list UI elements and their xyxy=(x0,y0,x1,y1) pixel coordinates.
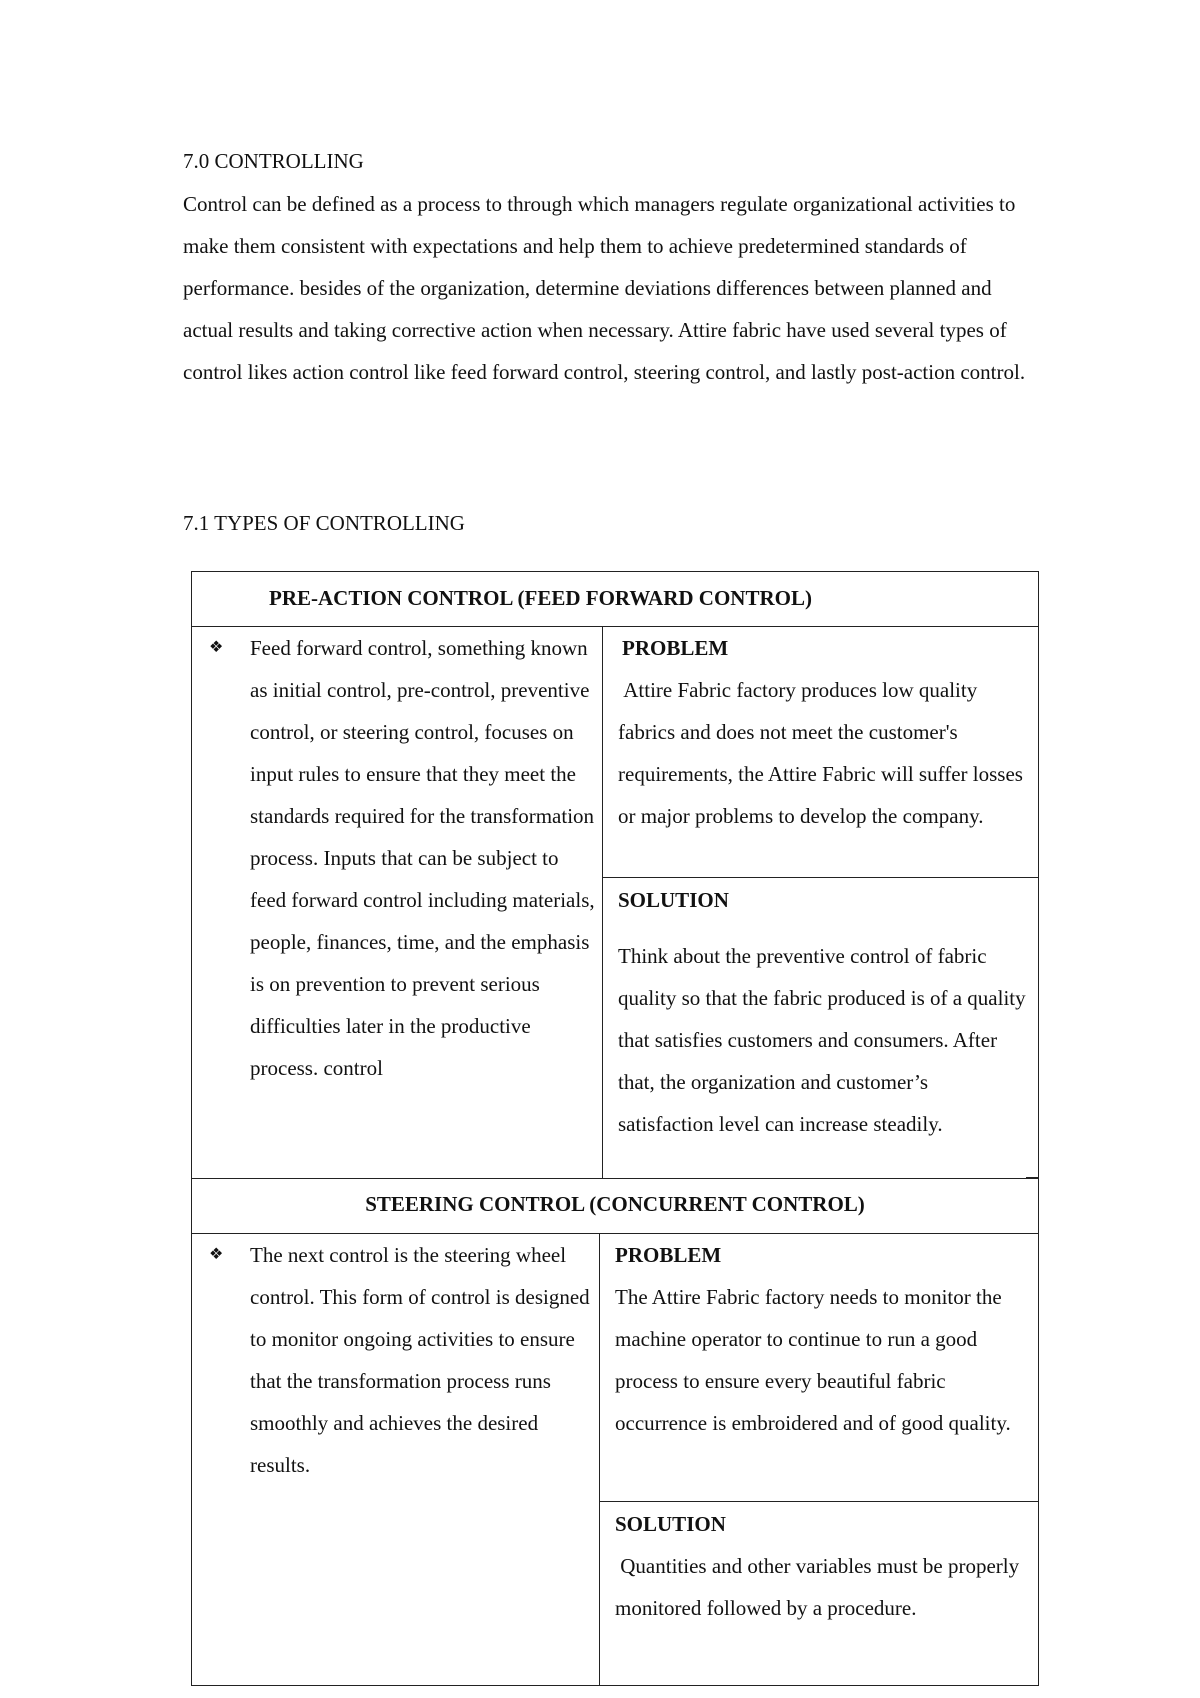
preaction-solution-label: SOLUTION xyxy=(618,888,729,912)
bullet-icon: ❖ xyxy=(209,639,224,656)
steering-solution-text: Quantities and other variables must be properly monitored followed by a procedure. xyxy=(615,1554,1025,1620)
steering-title: STEERING CONTROL (CONCURRENT CONTROL) xyxy=(365,1192,865,1216)
preaction-solution xyxy=(618,879,1028,1145)
section-heading: 7.0 CONTROLLING xyxy=(183,149,364,173)
subsection-heading: 7.1 TYPES OF CONTROLLING xyxy=(183,511,465,535)
intro-paragraph: Control can be defined as a process to through which managers regulate organizational activities to make them consistent with expectations and help them to achieve predetermined standards of performance. besides of the organization, determine deviations differences between planned and actual results and taking corrective action when necessary. Attire fabric have used several types of control likes action control like feed forward control, steering control, and lastly post-action control. xyxy=(183,192,1026,384)
preaction-title: PRE-ACTION CONTROL (FEED FORWARD CONTROL) xyxy=(269,586,812,610)
preaction-solution-text: Think about the preventive control of fabric quality so that the fabric produced is of a quality that satisfies customers and consumers. After that, the organization and customer’s satisfaction level can increase steadily. xyxy=(618,944,1026,1136)
preaction-problem-text: Attire Fabric factory produces low quality fabrics and does not meet the customer's requirements, the Attire Fabric will suffer losses or major problems to develop the company. xyxy=(618,678,1029,828)
steering-problem xyxy=(615,1234,1027,1444)
steering-problem-label: PROBLEM xyxy=(615,1243,722,1267)
steering-problem-text: The Attire Fabric factory needs to monitor the machine operator to continue to run a good process to ensure every beautiful fabric occurrence is embroidered and of good quality. xyxy=(615,1285,1011,1435)
steering-title-cell xyxy=(191,1178,1039,1234)
preaction-problem xyxy=(618,627,1029,837)
preaction-description: Feed forward control, something known as initial control, pre-control, preventive control, or steering control, focuses on input rules to ensure that they meet the standards required for the transformation process. Inputs that can be subject to feed forward control including materials, people, finances, time, and the emphasis is on prevention to prevent serious difficulties later in the productive process. control xyxy=(250,636,595,1080)
steering-solution xyxy=(615,1503,1027,1629)
preaction-title-cell xyxy=(191,571,1039,627)
preaction-problem-label: PROBLEM xyxy=(622,636,729,660)
steering-description: The next control is the steering wheel control. This form of control is designed to monitor ongoing activities to ensure that the transformation process runs smoothly and achieves the desired results. xyxy=(250,1243,590,1477)
steering-solution-label: SOLUTION xyxy=(615,1512,726,1536)
bullet-icon: ❖ xyxy=(209,1246,224,1263)
